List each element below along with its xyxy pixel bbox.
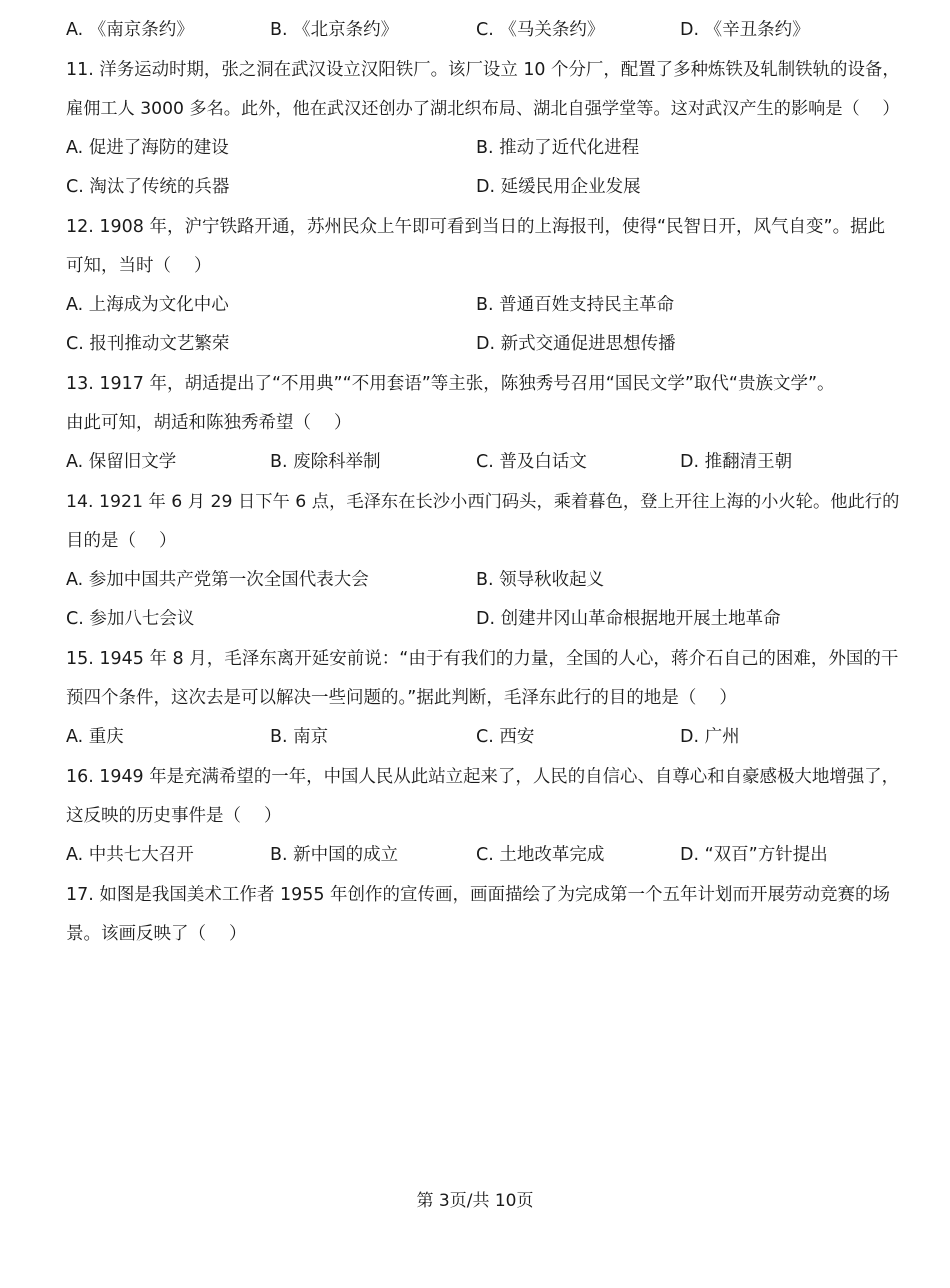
q15-stem-line1: 15. 1945 年 8 月，毛泽东离开延安前说：“由于有我们的力量，全国的人心，蒋介石自己的困难，外国的干 <box>66 649 899 669</box>
q11-stem-line1: 11. 洋务运动时期，张之洞在武汉设立汉阳铁厂。该厂设立 10 个分厂，配置了多种炼铁及轧制铁轨的设备， <box>66 60 900 80</box>
q14-option-a: A. 参加中国共产党第一次全国代表大会 <box>66 570 369 590</box>
q16-option-b: B. 新中国的成立 <box>270 845 399 865</box>
q12-option-d: D. 新式交通促进思想传播 <box>476 334 676 354</box>
q15-stem-line2: 预四个条件，这次去是可以解决一些问题的。”据此判断，毛泽东此行的目的地是（ ） <box>66 688 737 708</box>
q10-option-a: A. 《南京条约》 <box>66 20 194 40</box>
q11-option-d: D. 延缓民用企业发展 <box>476 177 641 197</box>
page-number-footer: 第 3页/共 10页 <box>416 1191 534 1211</box>
q14-stem-line1: 14. 1921 年 6 月 29 日下午 6 点，毛泽东在长沙小西门码头，乘着暮色，登上开往上海的小火轮。他此行的 <box>66 492 900 512</box>
q14-option-b: B. 领导秋收起义 <box>476 570 605 590</box>
q13-stem-line1: 13. 1917 年，胡适提出了“不用典”“不用套语”等主张，陈独秀号召用“国民文学”取代“贵族文学”。 <box>66 374 835 394</box>
q17-stem-line1: 17. 如图是我国美术工作者 1955 年创作的宣传画，画面描绘了为完成第一个五年计划而开展劳动竞赛的场 <box>66 885 891 905</box>
q16-stem-line2: 这反映的历史事件是（ ） <box>66 806 282 826</box>
q11-stem-line2: 雇佣工人 3000 多名。此外，他在武汉还创办了湖北织布局、湖北自强学堂等。这对武汉产生的影响是（ ） <box>66 99 900 119</box>
q16-stem-line1: 16. 1949 年是充满希望的一年，中国人民从此站立起来了，人民的自信心、自尊心和自豪感极大地增强了， <box>66 767 900 787</box>
q12-option-a: A. 上海成为文化中心 <box>66 295 229 315</box>
q17-stem-line2: 景。该画反映了（ ） <box>66 924 247 944</box>
q10-option-b: B. 《北京条约》 <box>270 20 399 40</box>
q14-option-c: C. 参加八七会议 <box>66 609 195 629</box>
q11-option-b: B. 推动了近代化进程 <box>476 138 640 158</box>
q13-option-c: C. 普及白话文 <box>476 452 587 472</box>
q15-option-c: C. 西安 <box>476 727 535 747</box>
q12-stem-line2: 可知，当时（ ） <box>66 256 212 276</box>
q13-stem-line2: 由此可知，胡适和陈独秀希望（ ） <box>66 413 352 433</box>
q12-stem-line1: 12. 1908 年，沪宁铁路开通，苏州民众上午即可看到当日的上海报刊，使得“民智日开，风气自变”。据此 <box>66 217 886 237</box>
q15-option-a: A. 重庆 <box>66 727 124 747</box>
q10-option-d: D. 《辛丑条约》 <box>680 20 810 40</box>
q12-option-c: C. 报刊推动文艺繁荣 <box>66 334 230 354</box>
q15-option-b: B. 南京 <box>270 727 329 747</box>
q13-option-d: D. 推翻清王朝 <box>680 452 793 472</box>
q14-option-d: D. 创建井冈山革命根据地开展土地革命 <box>476 609 781 629</box>
q16-option-c: C. 土地改革完成 <box>476 845 605 865</box>
q15-option-d: D. 广州 <box>680 727 740 747</box>
q11-option-c: C. 淘汰了传统的兵器 <box>66 177 230 197</box>
q16-option-a: A. 中共七大召开 <box>66 845 194 865</box>
q10-option-c: C. 《马关条约》 <box>476 20 605 40</box>
q12-option-b: B. 普通百姓支持民主革命 <box>476 295 675 315</box>
q13-option-a: A. 保留旧文学 <box>66 452 177 472</box>
q14-stem-line2: 目的是（ ） <box>66 531 177 551</box>
q16-option-d: D. “双百”方针提出 <box>680 845 828 865</box>
q13-option-b: B. 废除科举制 <box>270 452 381 472</box>
q11-option-a: A. 促进了海防的建设 <box>66 138 229 158</box>
